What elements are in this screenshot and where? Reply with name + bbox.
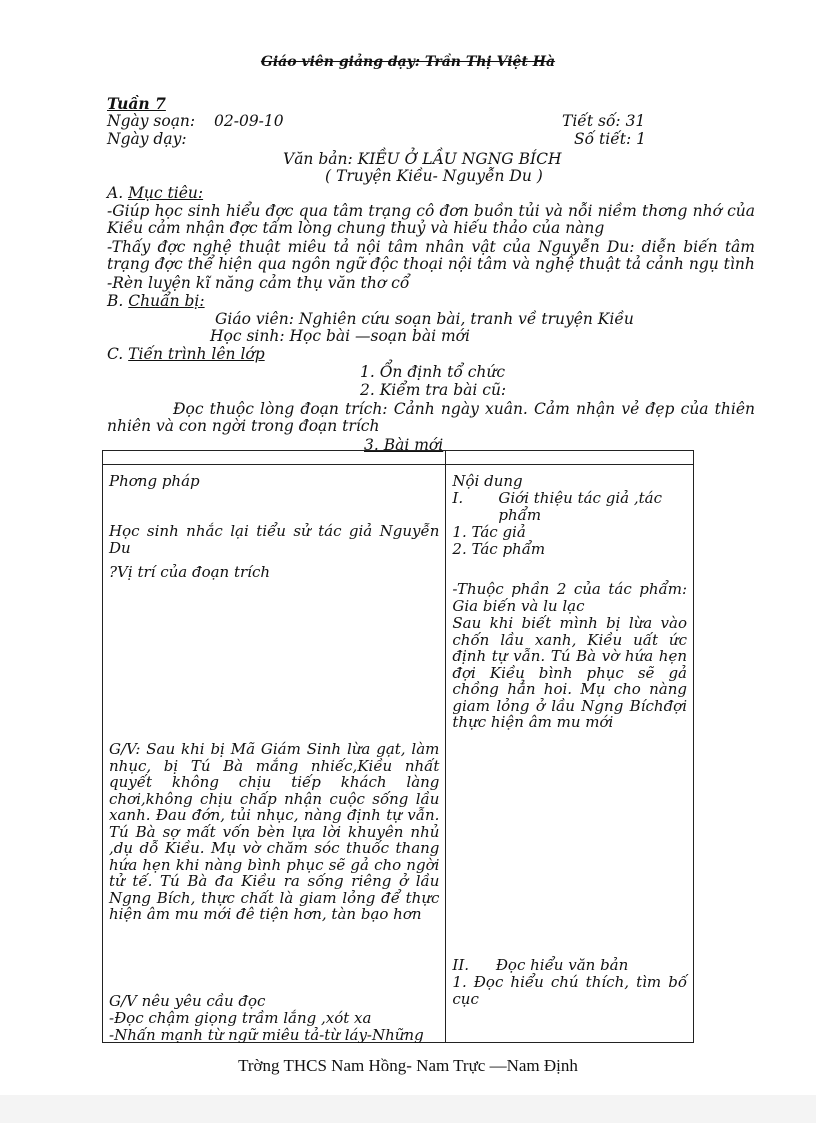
section-b-prefix: B. <box>107 292 124 310</box>
section-a <box>107 185 203 202</box>
lesson-table <box>102 450 694 1043</box>
methods-item-1: Học sinh nhắc lại tiểu sử tác giả Nguyễn Du <box>109 522 440 557</box>
objective-2: -Thấy đợc nghệ thuật miêu tả nội tâm nhân vật của Nguyễn Du: diễn biến tâm trạng đợc thể hiện qua ngôn ngữ độc thoại nội tâm và nghệ thuật tả cảnh ngụ tình <box>107 238 755 273</box>
lesson-subtitle: ( Truyện Kiều- Nguyễn Du ) <box>325 167 543 185</box>
methods-item-6: -Nhấn mạnh từ ngữ miêu tả-từ láy-Những <box>109 1026 424 1044</box>
section-b-title: Chuẩn bị: <box>128 292 205 310</box>
section-c-prefix: C. <box>107 345 124 363</box>
lesson-title: Văn bản: KIỀU Ở LẦU NGNG BÍCH <box>283 150 562 168</box>
teacher-header: Giáo viên giảng dạy: Trần Thị Việt Hà <box>260 54 556 70</box>
section-c-title: Tiến trình lên lớp <box>128 345 265 363</box>
week-label: Tuần 7 <box>107 94 166 113</box>
section-c <box>107 346 265 363</box>
methods-heading: Phơng pháp <box>109 472 200 490</box>
page-bottom-strip <box>0 1095 816 1123</box>
section-a-prefix: A. <box>107 184 124 202</box>
methods-item-5: -Đọc chậm giọng trầm lắng ,xót xa <box>109 1009 372 1027</box>
methods-item-2: ?Vị trí của đoạn trích <box>109 563 271 581</box>
methods-column <box>103 465 446 1043</box>
step-2: 2. Kiểm tra bài cũ: <box>360 381 507 399</box>
teach-label: Ngày dạy: <box>107 130 187 148</box>
content-column <box>446 465 694 1043</box>
content-section-1-title: Giới thiệu tác giả ,tác phẩm <box>498 489 662 524</box>
content-item-summary: Sau khi biết mình bị lừa vào chốn lầu xanh, Kiều uất ức định tự vẫn. Tú Bà vờ hứa hẹn đợi Kiều bình phục sẽ gả chồng hẳn hoi. Mụ cho nàng giam lỏng ở lầu Ngng Bíchđợi thực hiện âm mu mới <box>452 614 687 731</box>
content-section-2 <box>452 957 687 974</box>
prep-student: Học sinh: Học bài —soạn bài mới <box>210 327 470 345</box>
lesson-count: Số tiết: 1 <box>574 130 646 148</box>
period-number: Tiết số: 31 <box>562 112 646 130</box>
step-3: 3. Bài mới <box>364 436 444 454</box>
objective-3: -Rèn luyện kĩ năng cảm thụ văn thơ cổ <box>107 274 410 292</box>
prep-teacher: Giáo viên: Nghiên cứu soạn bài, tranh về truyện Kiều <box>215 310 634 328</box>
old-lesson-check: Đọc thuộc lòng đoạn trích: Cảnh ngày xuân. Cảm nhận vẻ đẹp của thiên nhiên và con ngời trong đoạn trích <box>107 400 755 435</box>
methods-item-3: G/V: Sau khi bị Mã Giám Sinh lừa gạt, làm nhục, bị Tú Bà mắng nhiếc,Kiều nhất quyết không chịu tiếp khách làng chơi,không chịu chấp nhận cuộc sống lầu xanh. Đau đớn, tủi nhục, nàng định tự vẫn. Tú Bà sợ mất vốn bèn lựa lời khuyên nhủ ,dụ dỗ Kiều. Mụ vờ chăm sóc thuốc thang hứa hẹn khi nàng bình phục sẽ gả cho ngời tử tế. Tú Bà đa Kiều ra sống riêng ở lầu Ngng Bích, thực chất là giam lỏng để thực hiện âm mu mới đê tiện hơn, tàn bạo hơn <box>109 740 440 923</box>
table-top-left <box>103 451 446 465</box>
prep-date: 02-09-10 <box>214 112 284 130</box>
content-heading: Nội dung <box>452 472 523 490</box>
content-section-1-num: I. <box>452 489 464 507</box>
content-item-work: 2. Tác phẩm <box>452 540 546 558</box>
content-section-1 <box>452 490 687 523</box>
section-b <box>107 293 205 310</box>
school-footer: Trờng THCS Nam Hồng- Nam Trực —Nam Định <box>238 1056 578 1075</box>
section-a-title: Mục tiêu: <box>128 184 204 202</box>
table-top-right <box>446 451 694 465</box>
content-section-2-title: Đọc hiểu văn bản <box>495 956 629 974</box>
content-item-glossary: 1. Đọc hiểu chú thích, tìm bố cục <box>452 973 687 1008</box>
content-section-2-num: II. <box>452 956 470 974</box>
objective-1: -Giúp học sinh hiểu đợc qua tâm trạng cô đơn buồn tủi và nỗi niềm thơng nhớ của Kiều cảm nhận đợc tấm lòng chung thuỷ và hiếu thảo của nàng <box>107 202 755 237</box>
prep-label: Ngày soạn: <box>107 112 196 130</box>
content-item-position: -Thuộc phần 2 của tác phẩm: Gia biến và lu lạc <box>452 580 687 615</box>
content-item-author: 1. Tác giả <box>452 523 526 541</box>
methods-item-4: G/V nêu yêu cầu đọc <box>109 992 266 1010</box>
step-1: 1. Ổn định tổ chức <box>360 363 506 381</box>
